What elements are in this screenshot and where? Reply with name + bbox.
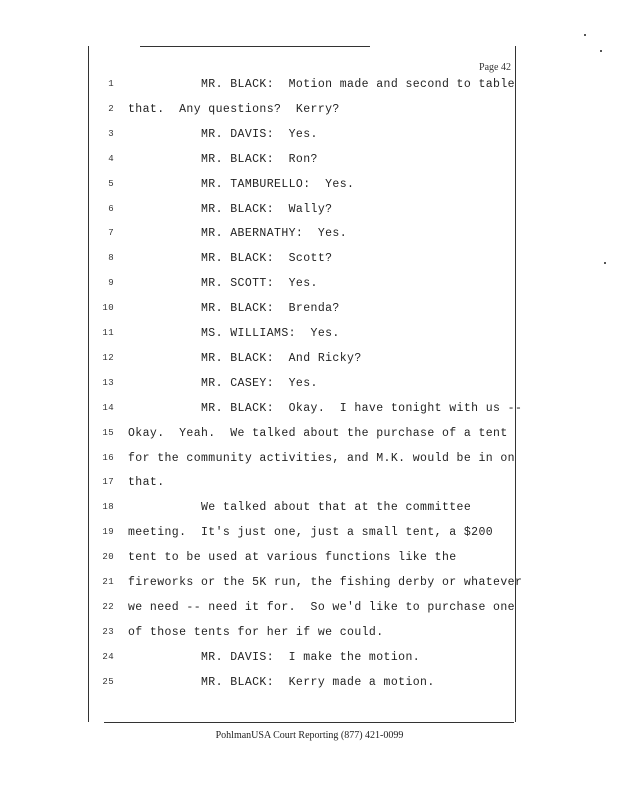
- line-text: We talked about that at the committee: [128, 501, 472, 515]
- line-text: meeting. It's just one, just a small tent, a $200: [128, 526, 494, 540]
- line-text: MR. BLACK: Scott?: [128, 252, 333, 266]
- line-number: 16: [102, 452, 114, 463]
- line-text: fireworks or the 5K run, the fishing derby or whatever: [128, 576, 523, 589]
- line-text: MR. BLACK: Wally?: [128, 202, 333, 216]
- line-number: 17: [102, 477, 114, 488]
- line-text: MR. CASEY: Yes.: [128, 376, 318, 390]
- line-text: we need -- need it for. So we'd like to purchase one: [128, 600, 515, 614]
- line-number: 25: [102, 676, 114, 687]
- line-number: 21: [102, 577, 114, 587]
- line-number: 19: [102, 527, 114, 538]
- scan-speck: [584, 34, 586, 36]
- transcript-line: [0, 277, 619, 297]
- line-number: 6: [108, 203, 114, 214]
- transcript-line: [0, 227, 619, 247]
- line-number: 13: [102, 377, 114, 388]
- line-text: that.: [128, 476, 165, 490]
- transcript-line: [0, 252, 619, 272]
- line-number: 14: [102, 402, 114, 413]
- transcript-line: [0, 427, 619, 447]
- transcript-line: [0, 302, 619, 322]
- line-number: 2: [108, 103, 114, 114]
- line-number: 24: [102, 651, 114, 662]
- line-text: MR. BLACK: Ron?: [128, 152, 318, 166]
- line-text: MR. BLACK: Brenda?: [128, 302, 340, 316]
- transcript-line: [0, 153, 619, 173]
- line-text: tent to be used at various functions like the: [128, 551, 457, 565]
- line-text: MR. SCOTT: Yes.: [128, 277, 318, 291]
- transcript-line: [0, 651, 619, 671]
- transcript-line: [0, 103, 619, 123]
- line-number: 11: [102, 328, 114, 338]
- line-number: 15: [102, 427, 114, 438]
- transcript-line: [0, 601, 619, 621]
- line-text: MR. ABERNATHY: Yes.: [128, 227, 348, 241]
- line-text: MR. DAVIS: Yes.: [128, 127, 318, 141]
- line-text: MS. WILLIAMS: Yes.: [128, 327, 340, 340]
- line-number: 3: [108, 128, 114, 139]
- transcript-line: [0, 327, 619, 347]
- top-rule: [140, 46, 370, 47]
- line-text: MR. BLACK: Okay. I have tonight with us --: [128, 401, 523, 415]
- transcript-line: [0, 78, 619, 98]
- transcript-line: [0, 352, 619, 372]
- line-number: 5: [108, 178, 114, 189]
- line-text: of those tents for her if we could.: [128, 625, 384, 639]
- transcript-line: [0, 452, 619, 472]
- line-number: 1: [108, 79, 114, 89]
- line-number: 12: [102, 352, 114, 363]
- transcript-line: [0, 526, 619, 546]
- line-number: 8: [108, 253, 114, 264]
- line-text: MR. BLACK: Kerry made a motion.: [128, 675, 435, 689]
- transcript-line: [0, 377, 619, 397]
- transcript-line: [0, 576, 619, 596]
- transcript-line: [0, 551, 619, 571]
- line-number: 22: [102, 601, 114, 612]
- bottom-rule: [104, 722, 514, 723]
- page-number: Page 42: [479, 62, 511, 73]
- line-number: 10: [102, 303, 114, 314]
- transcript-line: [0, 128, 619, 148]
- line-number: 18: [102, 502, 114, 513]
- scan-speck: [604, 262, 606, 264]
- transcript-line: [0, 476, 619, 496]
- line-text: MR. BLACK: Motion made and second to table: [128, 78, 515, 91]
- transcript-line: [0, 178, 619, 198]
- line-number: 4: [108, 153, 114, 164]
- transcript-line: [0, 402, 619, 422]
- line-number: 23: [102, 626, 114, 637]
- transcript-line: [0, 203, 619, 223]
- line-text: MR. DAVIS: I make the motion.: [128, 650, 421, 664]
- line-number: 20: [102, 552, 114, 563]
- line-text: that. Any questions? Kerry?: [128, 102, 340, 116]
- line-text: for the community activities, and M.K. would be in on: [128, 451, 515, 465]
- transcript-line: [0, 501, 619, 521]
- transcript-line: [0, 626, 619, 646]
- line-text: Okay. Yeah. We talked about the purchase of a tent: [128, 426, 508, 440]
- footer-reporting-credit: PohlmanUSA Court Reporting (877) 421-0099: [215, 730, 404, 741]
- line-number: 9: [108, 278, 114, 289]
- line-text: MR. BLACK: And Ricky?: [128, 351, 362, 365]
- line-text: MR. TAMBURELLO: Yes.: [128, 177, 355, 191]
- line-number: 7: [108, 228, 114, 239]
- scan-speck: [600, 50, 602, 52]
- transcript-line: [0, 676, 619, 696]
